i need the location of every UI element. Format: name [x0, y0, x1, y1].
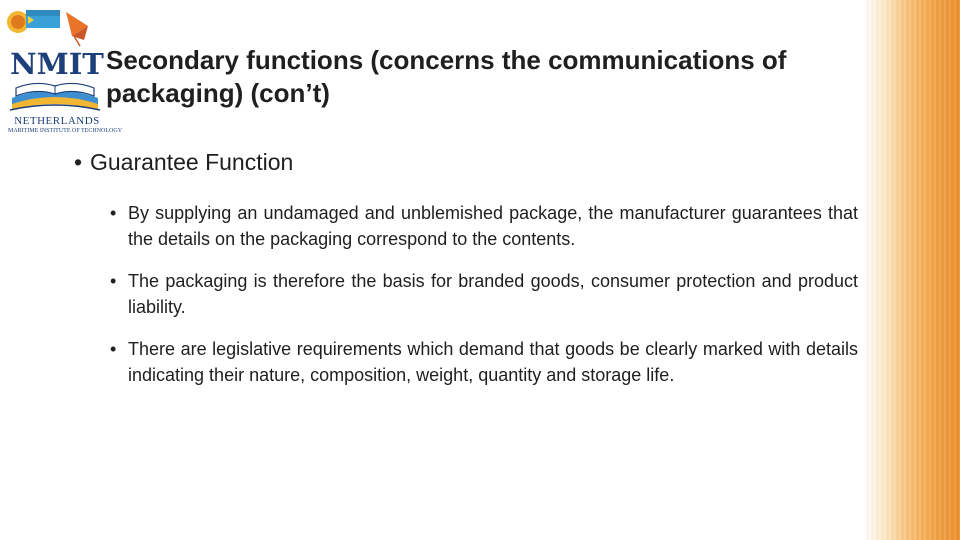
logo-wordmark: NMIT	[10, 47, 104, 81]
slide-title: Secondary functions (concerns the communications of packaging) (con’t)	[106, 45, 787, 108]
bullet-icon: •	[110, 339, 117, 359]
sub-bullet-text: By supplying an undamaged and unblemished package, the manufacturer guarantees that the details on the packaging correspond to the contents.	[128, 203, 858, 249]
logo-subline: MARITIME INSTITUTE OF TECHNOLOGY	[8, 128, 123, 134]
nmit-logo	[6, 6, 123, 136]
bullet-icon: •	[74, 149, 83, 175]
sub-bullet-list	[110, 200, 858, 404]
main-bullet-heading: Guarantee Function	[90, 149, 294, 175]
sub-bullet-item	[110, 268, 858, 320]
bullet-icon: •	[110, 271, 117, 291]
sub-bullet-item	[110, 200, 858, 252]
sub-bullet-text: The packaging is therefore the basis for branded goods, consumer protection and product liability.	[128, 271, 858, 317]
bullet-icon: •	[110, 203, 117, 223]
logo-country: NETHERLANDS	[14, 115, 100, 127]
main-bullet	[74, 147, 834, 177]
sub-bullet-item	[110, 336, 858, 388]
decorative-orange-band	[864, 0, 960, 540]
sub-bullet-text: There are legislative requirements which demand that goods be clearly marked with details indicating their nature, composition, weight, quantity and storage life.	[128, 339, 858, 385]
